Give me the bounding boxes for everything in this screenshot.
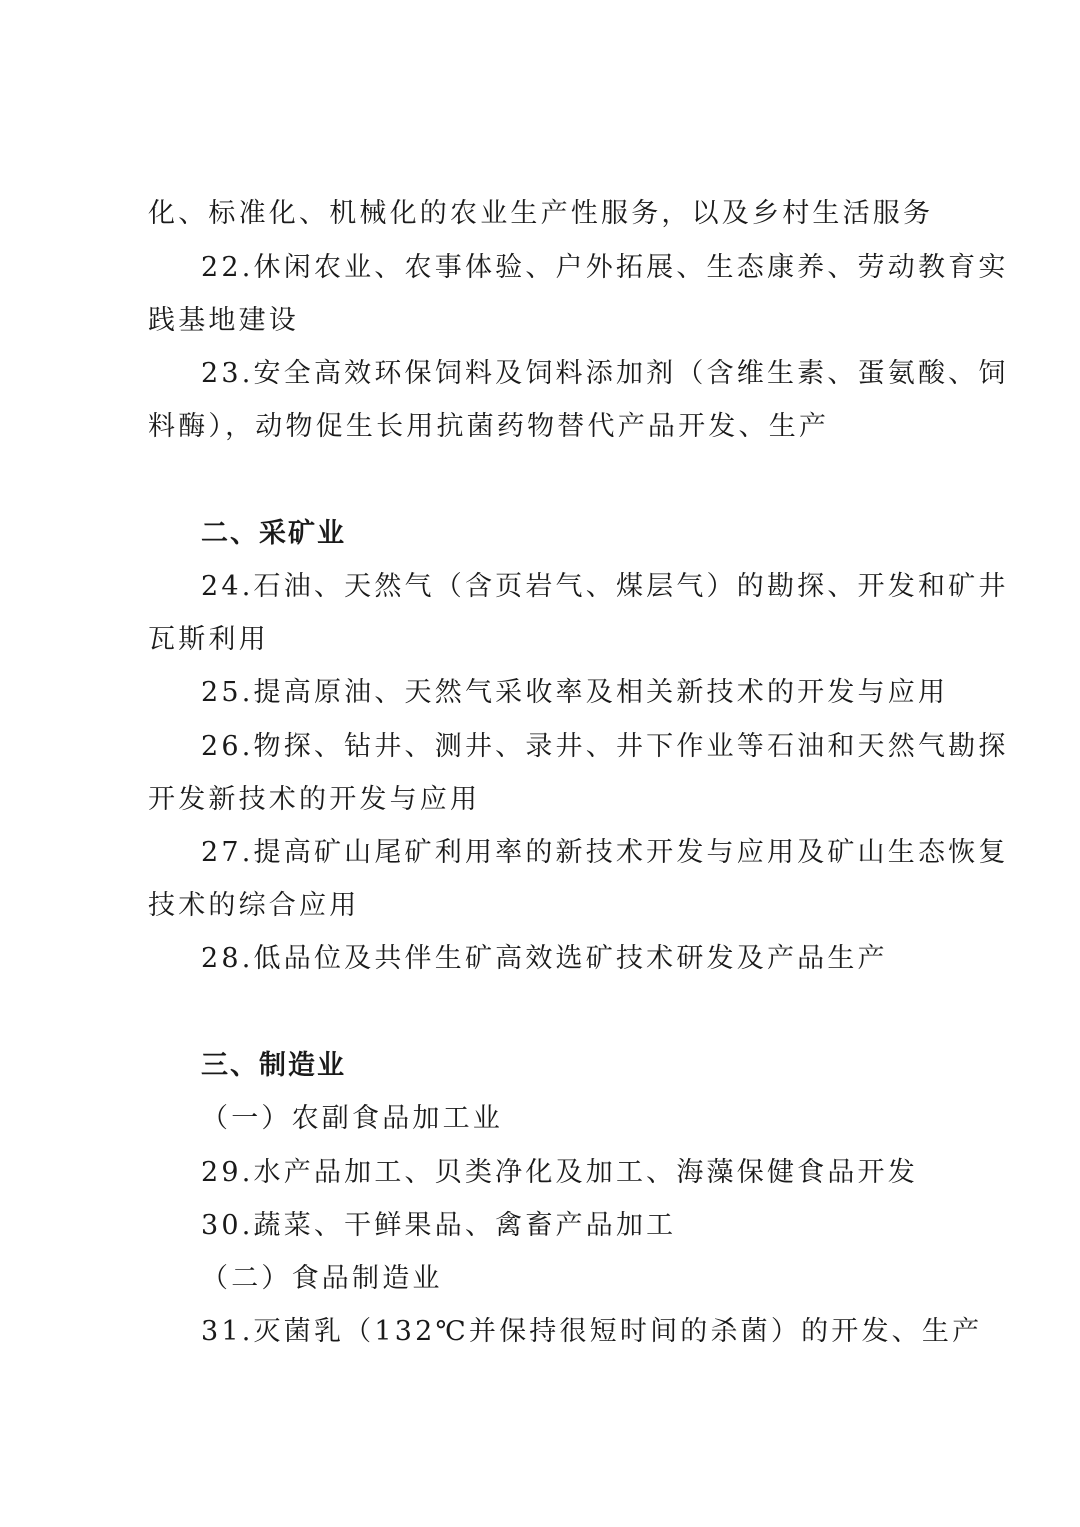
list-item-24: 24.石油、天然气（含页岩气、煤层气）的勘探、开发和矿井 <box>201 571 1009 602</box>
text-line: 践基地建设 <box>148 305 299 336</box>
list-item-30: 30.蔬菜、干鲜果品、禽畜产品加工 <box>201 1210 677 1241</box>
list-item-22: 22.休闲农业、农事体验、户外拓展、生态康养、劳动教育实 <box>201 252 1009 283</box>
list-item-23: 23.安全高效环保饲料及饲料添加剂（含维生素、蛋氨酸、饲 <box>201 358 1009 389</box>
section-heading-mining: 二、采矿业 <box>201 518 346 549</box>
list-item-28: 28.低品位及共伴生矿高效选矿技术研发及产品生产 <box>201 943 888 974</box>
text-line: 化、标准化、机械化的农业生产性服务，以及乡村生活服务 <box>148 198 934 229</box>
subsection-heading: （二）食品制造业 <box>201 1263 443 1294</box>
text-line: 料酶），动物促生长用抗菌药物替代产品开发、生产 <box>148 411 830 442</box>
text-line: 瓦斯利用 <box>148 624 269 655</box>
section-heading-manufacturing: 三、制造业 <box>201 1050 346 1081</box>
list-item-31: 31.灭菌乳（132℃并保持很短时间的杀菌）的开发、生产 <box>201 1316 983 1347</box>
list-item-29: 29.水产品加工、贝类净化及加工、海藻保健食品开发 <box>201 1157 918 1188</box>
list-item-27: 27.提高矿山尾矿利用率的新技术开发与应用及矿山生态恢复 <box>201 837 1009 868</box>
subsection-heading: （一）农副食品加工业 <box>201 1103 503 1134</box>
text-line: 开发新技术的开发与应用 <box>148 784 481 815</box>
text-line: 技术的综合应用 <box>148 890 360 921</box>
list-item-26: 26.物探、钻井、测井、录井、井下作业等石油和天然气勘探 <box>201 731 1009 762</box>
list-item-25: 25.提高原油、天然气采收率及相关新技术的开发与应用 <box>201 677 949 708</box>
